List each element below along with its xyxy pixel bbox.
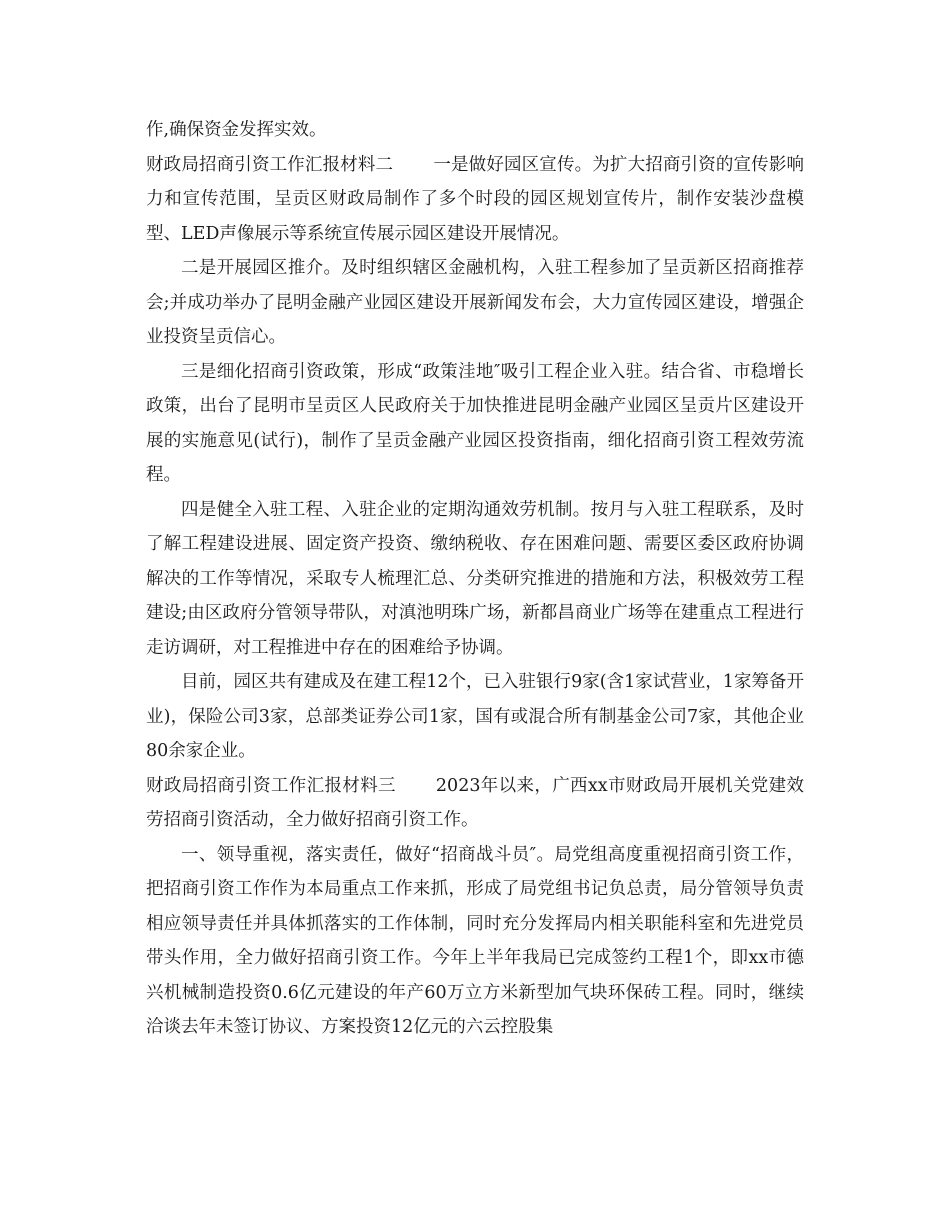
paragraph: 四是健全入驻工程、入驻企业的定期沟通效劳机制。按月与入驻工程联系，及时了解工程建设进展、固定资产投资、缴纳税收、存在困难问题、需要区委区政府协调解决的工作等情况，采取专人梳理汇总、分类研究推进的措施和方法，积极效劳工程建设;由区政府分管领导带队，对滇池明珠广场，新都昌商业广场等在建重点工程进行走访调研，对工程推进中存在的困难给予协调。	[146, 499, 804, 658]
section-2-lead: 一是做好园区宣传。为扩大招商引资的宣传影响力和宣传范围，呈贡区财政局制作了多个时段的园区规划宣传片，制作安装沙盘模型、LED声像展示等系统宣传展示园区建设开展情况。	[146, 154, 805, 244]
paragraph: 目前，园区共有建成及在建工程12个，已入驻银行9家(含1家试营业，1家筹备开业)，保险公司3家，总部类证券公司1家，国有或混合所有制基金公司7家，其他企业80余家企业。	[146, 672, 804, 761]
section-3-lead: 2023年以来，广西xx市财政局开展机关党建效劳招商引资活动，全力做好招商引资工作。	[146, 775, 805, 830]
section-3-title: 财政局招商引资工作汇报材料三	[146, 775, 396, 796]
document-page	[146, 113, 804, 1045]
paragraph: 一、领导重视，落实责任，做好“招商战斗员″。局党组高度重视招商引资工作，把招商引资工作作为本局重点工作来抓，形成了局党组书记负总责，局分管领导负责相应领导责任并具体抓落实的工作体制，同时充分发挥局内相关职能科室和先进党员带头作用，全力做好招商引资工作。今年上半年我局已完成签约工程1个，即xx市德兴机械制造投资0.6亿元建设的年产60万立方米新型加气块环保砖工程。同时，继续洽谈去年未签订协议、方案投资12亿元的六云控股集	[146, 844, 804, 1037]
paragraph: 三是细化招商引资政策，形成“政策洼地″吸引工程企业入驻。结合省、市稳增长政策，出台了昆明市呈贡区人民政府关于加快推进昆明金融产业园区呈贡片区建设开展的实施意见(试行)，制作了呈贡金融产业园区投资指南，细化招商引资工程效劳流程。	[146, 361, 804, 485]
section-3-intro	[146, 769, 804, 838]
section-2-intro	[146, 148, 804, 252]
section-2-title: 财政局招商引资工作汇报材料二	[146, 154, 394, 175]
paragraph: 二是开展园区推介。及时组织辖区金融机构，入驻工程参加了呈贡新区招商推荐会;并成功举办了昆明金融产业园区建设开展新闻发布会，大力宣传园区建设，增强企业投资呈贡信心。	[146, 258, 804, 347]
paragraph-continuation: 作,确保资金发挥实效。	[146, 120, 327, 140]
